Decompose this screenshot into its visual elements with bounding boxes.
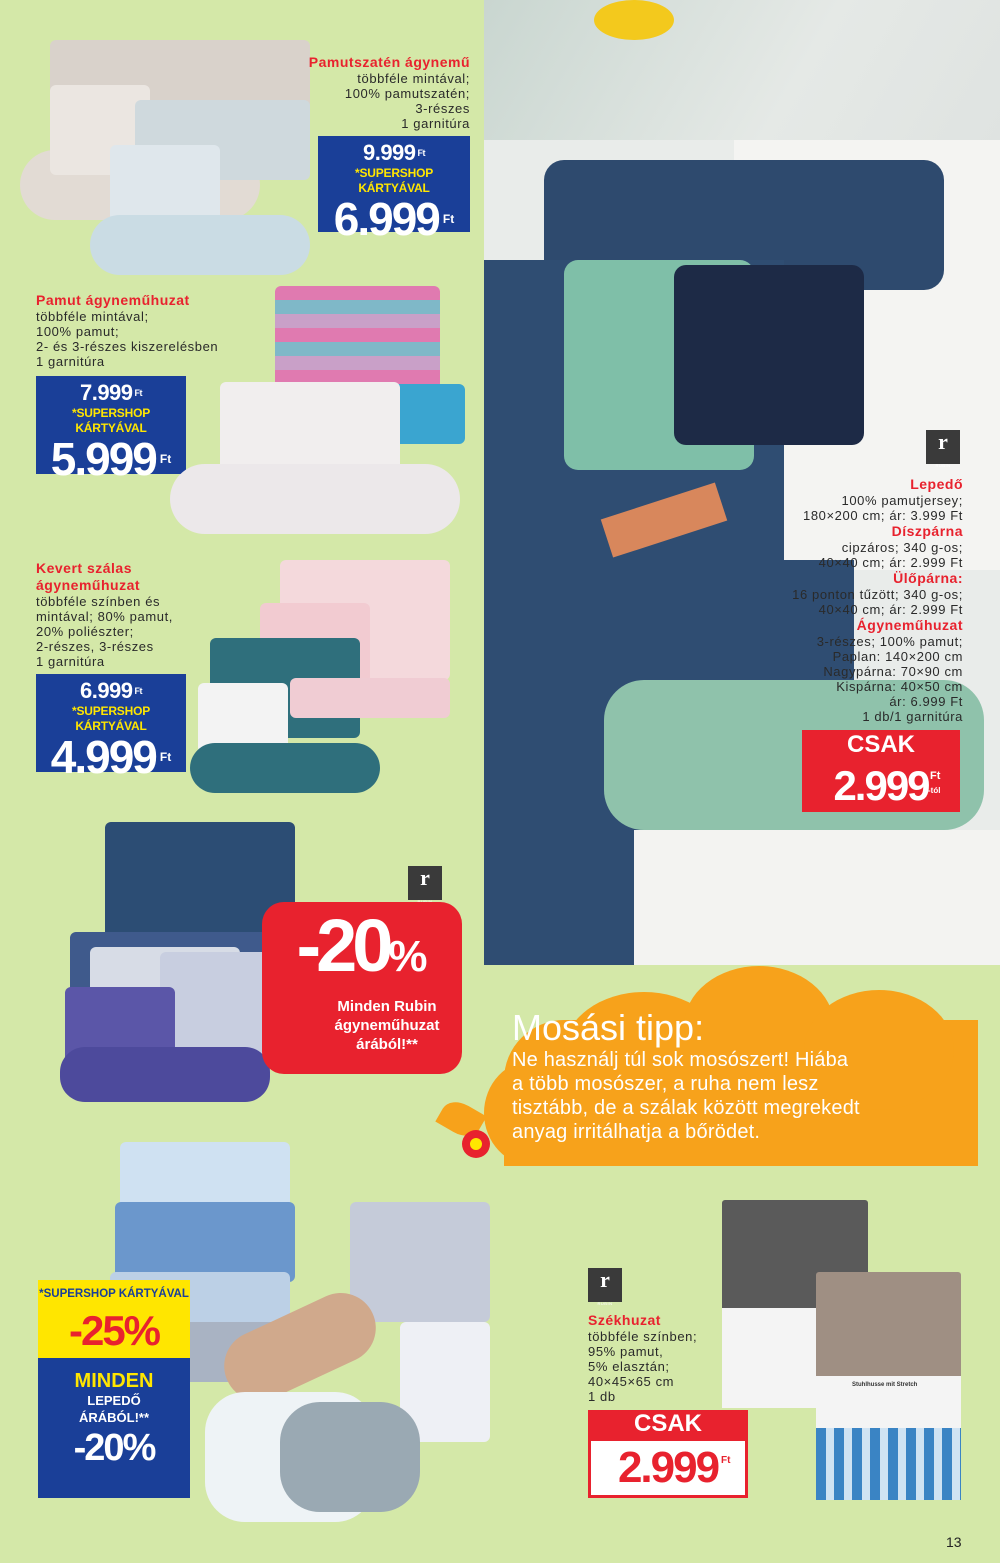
card-label: *SUPERSHOP KÁRTYÁVAL [38,1280,190,1308]
currency: Ft [134,388,143,398]
card-label: *SUPERSHOP KÁRTYÁVAL [71,704,151,733]
discount-line-2: LEPEDŐ [87,1393,141,1408]
price-box [36,376,186,485]
product-title: Kevert szálas ágyneműhuzat [36,560,141,593]
discount-text: Minden Rubin ágyneműhuzat árából!** [334,998,440,1053]
card-label: *SUPERSHOP KÁRTYÁVAL [354,166,434,195]
currency: Ft [442,212,455,226]
bed-offer-title: Lepedő [910,476,963,492]
tip-title: Mosási tipp: [512,1007,705,1048]
old-price: 7.999 [79,380,133,405]
tip-content [512,1008,962,1144]
bed-offer-line: Kispárna: 40×50 cm [836,679,963,694]
discount-value-2: -20% [73,1427,155,1469]
currency: Ft [159,750,172,764]
bed-offer-line: 40×40 cm; ár: 2.999 Ft [818,602,963,617]
package-label: Stuhlhusse mit Stretch [852,1382,918,1388]
discount-percent: % [388,932,428,981]
rubin-logo-letter: r [420,865,430,890]
new-price: 4.999 [50,731,156,783]
rubin-logo [926,429,960,468]
product-1-info [210,54,470,131]
currency: Ft [159,452,172,466]
price-value: 2.999 [833,762,929,809]
bed-offer-line: Nagypárna: 70×90 cm [823,664,963,679]
price-box [36,674,186,783]
old-price: 6.999 [79,678,133,703]
chair-cover-info [588,1312,728,1404]
bed-offer-line: ár: 6.999 Ft [889,694,963,709]
product-image-pamut [170,284,470,544]
bed-offer-title: Ülőpárna: [893,570,963,586]
bed-offer-line: 100% pamutjersey; [841,493,963,508]
product-image-kevert [190,558,470,798]
bed-offer-line: Paplan: 140×200 cm [832,649,963,664]
product-title: Székhuzat [588,1312,661,1328]
bed-offer-line: cipzáros; 340 g-os; [841,540,963,555]
currency: Ft [134,686,143,696]
currency: Ft [417,148,426,158]
bed-offer-info [703,476,963,724]
price-suffix: -tól [928,786,941,795]
product-description: többféle színben; 95% pamut, 5% elasztán; 40×45×65 cm 1 db [588,1329,698,1404]
product-title: Pamut ágyneműhuzat [36,292,190,308]
rubin-logo [588,1267,622,1306]
rubin-logo-name: RUBIN [597,1301,613,1306]
product-description: többféle mintával; 100% pamutszatén; 3-részes 1 garnitúra [344,71,470,131]
csak-text: CSAK [846,731,915,758]
bed-offer-line: 3-részes; 100% pamut; [816,634,963,649]
currency: Ft [930,770,941,782]
old-price: 9.999 [362,140,416,165]
bed-offer-line: 40×40 cm; ár: 2.999 Ft [818,555,963,570]
rubin-logo-letter: r [938,429,948,454]
discount-line-1: MINDEN [74,1370,154,1392]
price-box [318,136,470,245]
discount-value: -25% [38,1308,190,1358]
rubin-logo [408,866,442,900]
bed-offer-title: Ágyneműhuzat [856,617,963,633]
csak-text: CSAK [633,1410,702,1437]
bed-offer-title: Díszpárna [891,523,963,539]
discount-25-badge [38,1280,190,1498]
page-number: 13 [946,1534,962,1550]
discount-line-3: ÁRÁBÓL!** [78,1410,150,1425]
product-image-chair-cover [720,1198,965,1504]
discount-value: -20 [296,904,389,987]
csak-label [802,730,960,760]
rubin-logo-name: RUBIN [935,463,951,468]
price-value: 2.999 [617,1443,719,1492]
card-label: *SUPERSHOP KÁRTYÁVAL [71,406,151,435]
currency: Ft [721,1455,731,1466]
bed-offer-line: 180×200 cm; ár: 3.999 Ft [802,508,963,523]
new-price: 6.999 [333,193,439,245]
bed-offer-line: 1 db/1 garnitúra [862,709,963,724]
product-title: Pamutszatén ágynemű [308,54,470,70]
tip-text: Ne használj túl sok mosószert! Hiába a több mosószer, a ruha nem lesz tisztább, de a szálak között megrekedt anyag irritálhatja a bőrödet. [512,1049,860,1143]
rubin-logo-letter: r [600,1267,610,1292]
bed-offer-price [802,760,960,812]
new-price: 5.999 [50,433,156,485]
bed-offer-line: 16 ponton tűzött; 340 g-os; [792,587,963,602]
product-description: többféle színben és mintával; 80% pamut, 20% poliészter; 2-részes, 3-részes 1 garnitúra [36,594,174,669]
product-description: többféle mintával; 100% pamut; 2- és 3-részes kiszerelésben 1 garnitúra [36,309,219,369]
discount-20-badge [262,902,462,1074]
